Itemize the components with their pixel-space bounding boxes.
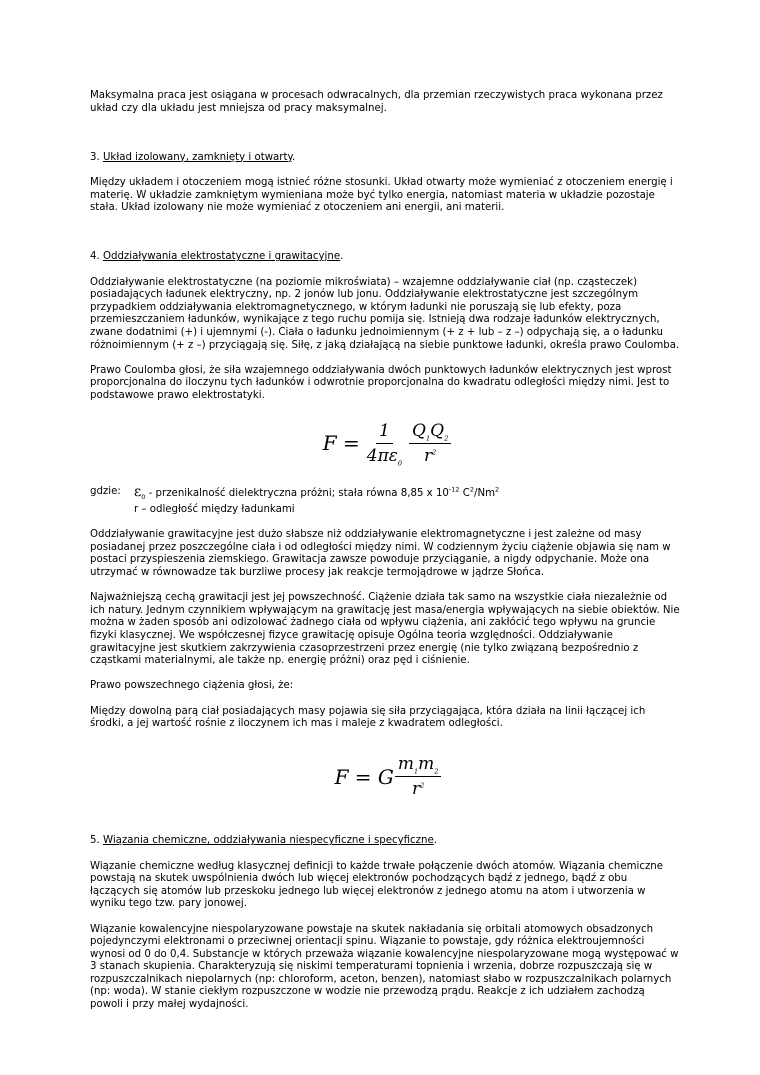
electrostatic-paragraph: Oddziaływanie elektrostatyczne (na poziomie mikroświata) – wzajemne oddziaływanie ciał (np. cząsteczek) posiadających ładunek elektryczny, np. 2 jonów lub jonu. Oddziaływanie elektrostatyczne jest szczególnym przypadkiem oddziaływania elektromagnetycznego, w którym ładunki nie poruszają się lub efekty, poza przemieszczaniem ładunków, wynikające z tego ruchu pomija się. Istnieją dwa rodzaje ładunków elektrycznych, zwane dodatnimi (+) i ujemnymi (-). Ciała o ładunku jednoimiennym (+ z + lub – z –) odpychają się, a o ładunku różnoimiennym (+ z –) przyciągają się. Siłę, z jaką działającą na siebie punktowe ładunki, określa prawo Coulomba. [90, 276, 680, 351]
coulomb-formula: F = $\frac{1}{4\pi\varepsilon_0}$ $\frac{Q_1Q_2}{r^2}$ [90, 402, 680, 484]
coulomb-law-paragraph: Prawo Coulomba głosi, że siła wzajemnego oddziaływania dwóch punktowych ładunków elektrycznych jest wprost proporcjonalna do iloczynu tych ładunków i odwrotnie proporcjonalna do kwadratu odległości między nimi. Jest to podstawowe prawo elektrostatyki. [90, 364, 672, 401]
section-3-title: Układ izolowany, zamknięty i otwarty [102, 151, 293, 163]
chemical-bond-paragraph: Wiązanie chemiczne według klasycznej definicji to każde trwałe połączenie dwóch atomów. Wiązania chemiczne powstają na skutek uwspólnienia dwóch lub więcej elektronów pochodzących bądź z jednego, bądź z obu łączących się atomów lub przeskoku jednego lub więcej elektronów z jednego atomu na atom i utworzenia w wyniku tego tzw. pary jonowej. [90, 860, 664, 910]
document-page [90, 90, 680, 1012]
epsilon-definition: $\varepsilon_0$ - przenikalność dielektryczna próżni; stała równa 8,85 x $10^{-12}$ $C^2/Nm^2$ [134, 484, 500, 502]
newton-gravity-formula: F = G $\frac{m_1m_2}{r^2}$ [90, 731, 680, 823]
section-3-paragraph: Między układem i otoczeniem mogą istnieć różne stosunki. Układ otwarty może wymieniać z otoczeniem energię i materię. W układzie zamkniętym wymieniana może być tylko energia, natomiast materia w układzie pozostaje stała. Układ izolowany nie może wymieniać z otoczeniem ani energii, ani materii. [90, 176, 673, 214]
section-4-heading: 4. Oddziaływania elektrostatyczne i grawitacyjne. [90, 251, 344, 263]
gravity-universality-paragraph: Najważniejszą cechą grawitacji jest jej powszechność. Ciążenie działa tak samo na wszystkie ciała niezależnie od ich natury. Jednym czynnikiem wpływającym na grawitację jest masa/energia wpływających na siebie obiektów. Nie można w żaden sposób ani odizolować żadnego ciała od wpływu ciążenia, ani zakłócić tego wpływu na gruncie fizyki klasycznej. We współczesnej fizyce grawitację opisuje Ogólna teoria względności. Oddziaływanie grawitacyjne jest skutkiem zakrzywienia czasoprzestrzeni przez energię (nie tylko związaną bezpośrednio z cząstkami materialnymi, ale także np. energię próżni) oraz pęd i ciśnienie. [90, 592, 680, 667]
section-3-heading: 3. Układ izolowany, zamknięty i otwarty. [90, 151, 296, 163]
gravitational-paragraph: Oddziaływanie grawitacyjne jest dużo słabsze niż oddziaływanie elektromagnetyczne i jest zależne od masy posiadanej przez poszczególne ciała i od odległości między nimi. W codziennym życiu ciążenie objawia się nam w postaci przyspieszenia ziemskiego. Grawitacja zawsze powoduje przyciąganie, a nigdy odpychanie. Może ona utrzymać w równowadze tak burzliwe procesy jak reakcje termojądrowe w jądrze Słońca. [90, 529, 671, 579]
covalent-bond-paragraph: Wiązanie kowalencyjne niespolaryzowane powstaje na skutek nakładania się orbitali atomowych obsadzonych pojedynczymi elektronami o przeciwnej orientacji spinu. Wiązanie to powstaje, gdy różnica elektroujemności wynosi od 0 do 0,4. Substancje w których przeważa wiązanie kowalencyjne niespolaryzowane mogą występować w 3 stanach skupienia. Charakteryzują się niskimi temperaturami topnienia i wrzenia, dobrze rozpuszczają się w rozpuszczalnikach niepolarnych (np: chloroform, aceton, benzen), natomiast słabo w rozpuszczalnikach polarnych (np: woda). W stanie ciekłym rozpuszczone w wodzie nie przewodzą prądu. Reakcje z ich udziałem zachodzą powoli i przy małej wydajności. [90, 923, 679, 1011]
gravity-law-statement: Między dowolną parą ciał posiadających masy pojawia się siła przyciągająca, która działa na linii łączącej ich środki, a jej wartość rośnie z iloczynem ich mas i maleje z kwadratem odległości. [90, 705, 646, 730]
section-4-title: Oddziaływania elektrostatyczne i grawitacyjne [102, 251, 341, 263]
intro-paragraph: Maksymalna praca jest osiągana w procesach odwracalnych, dla przemian rzeczywistych praca wykonana przez układ czy dla układu jest mniejsza od pracy maksymalnej. [90, 90, 663, 114]
definitions-block [90, 486, 680, 516]
r-definition: r – odległość między ładunkami [134, 504, 295, 516]
section-5-heading: 5. Wiązania chemiczne, oddziaływania niespecyficzne i specyficzne. [90, 835, 437, 847]
section-5-title: Wiązania chemiczne, oddziaływania niespecyficzne i specyficzne [102, 835, 434, 847]
gravity-law-intro: Prawo powszechnego ciążenia głosi, że: [90, 680, 294, 692]
gdzie-label: gdzie: [90, 486, 121, 498]
